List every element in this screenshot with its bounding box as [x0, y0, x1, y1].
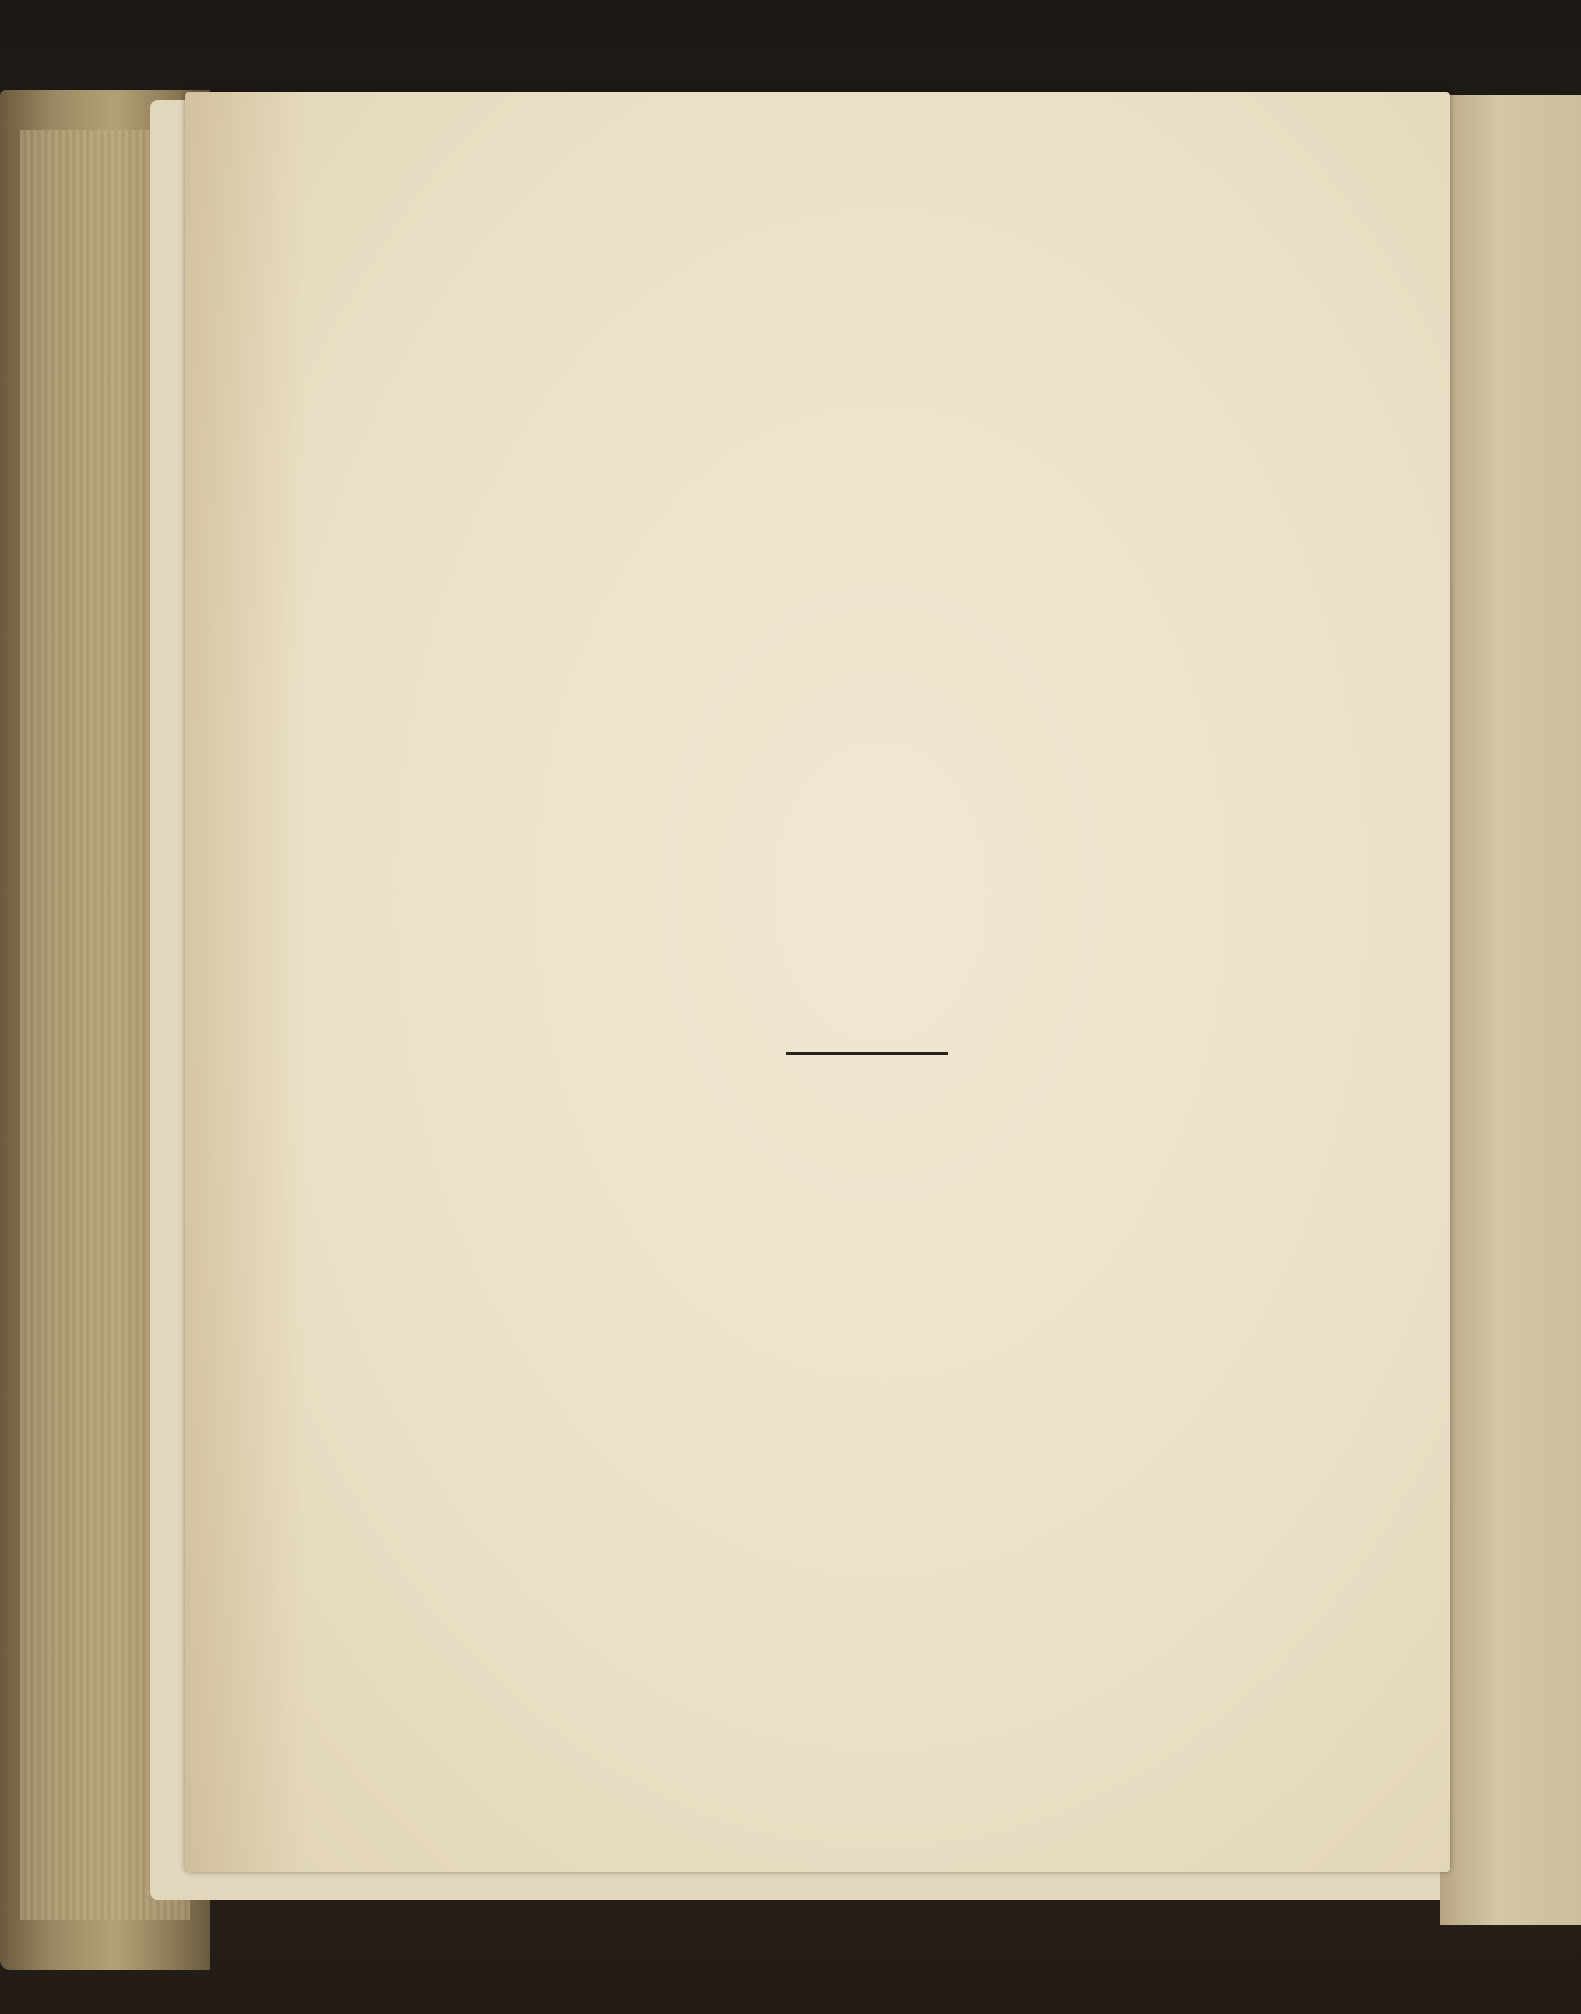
section-divider: [786, 1052, 948, 1055]
epigraph: [702, 1174, 1322, 1246]
facing-page-edge: [1440, 95, 1581, 1925]
book-page: [185, 92, 1450, 1872]
epigraph-line: [702, 1174, 1322, 1210]
page-stain: [185, 92, 305, 1872]
epigraph-line: [702, 1210, 1322, 1246]
